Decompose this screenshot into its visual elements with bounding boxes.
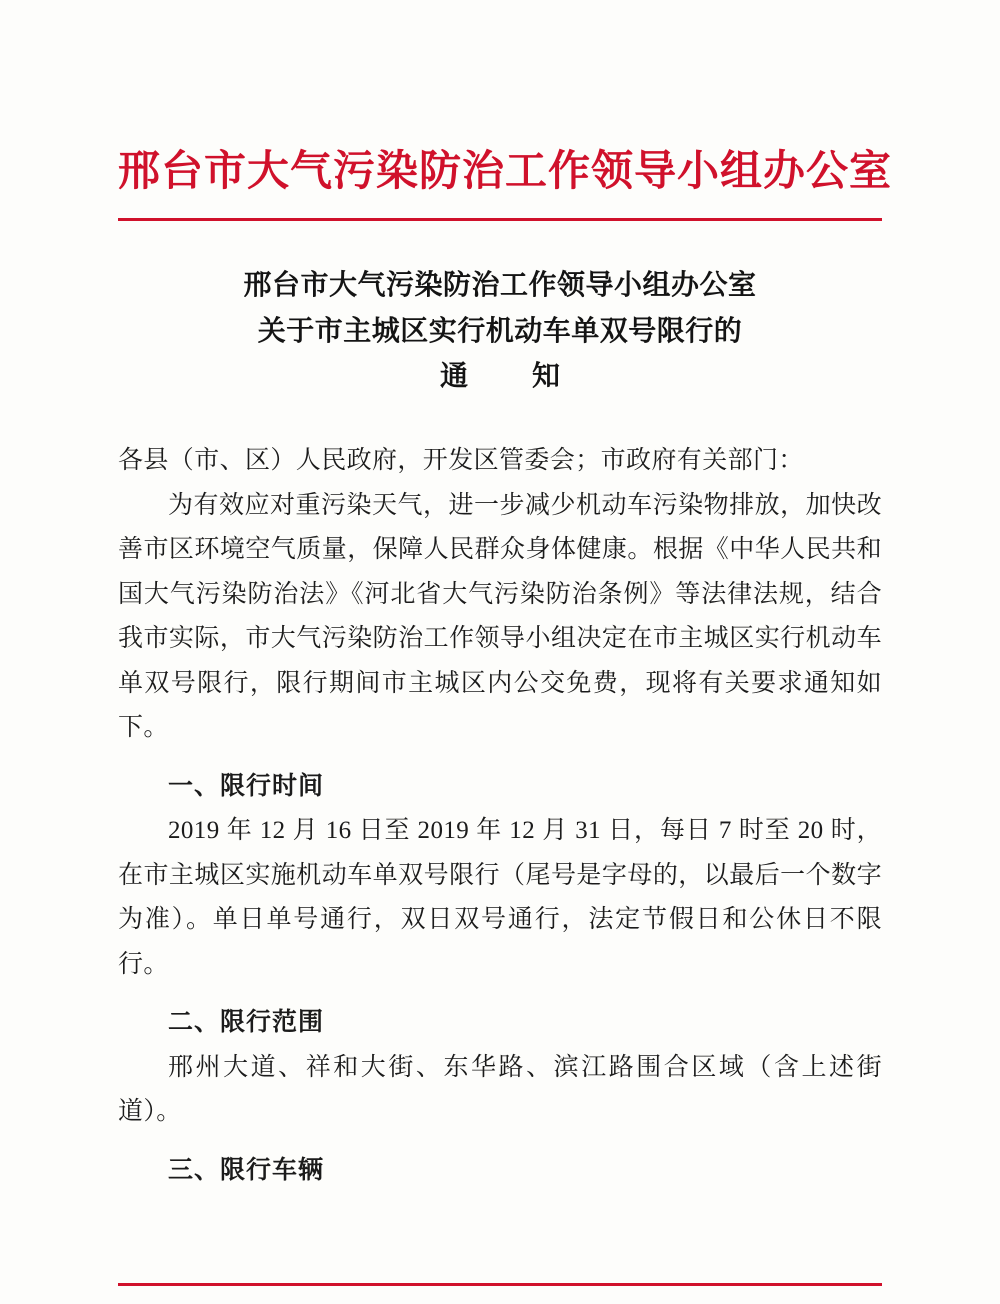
document-title-line-2: 关于市主城区实行机动车单双号限行的: [257, 315, 743, 347]
intro-paragraph: 为有效应对重污染天气，进一步减少机动车污染物排放，加快改善市区环境空气质量，保障人民群众身体健康。根据《中华人民共和国大气污染防治法》《河北省大气污染防治条例》等法律法规，结合我市实际，市大气污染防治工作领导小组决定在市主城区实行机动车单双号限行，限行期间市主城区内公交免费，现将有关要求通知如下。: [118, 491, 882, 742]
document-body: [118, 439, 882, 1193]
masthead-divider: [118, 218, 882, 221]
salutation: 各县（市、区）人民政府，开发区管委会；市政府有关部门：: [118, 447, 804, 475]
document-masthead: [118, 0, 893, 221]
document-title-line-1: 邢台市大气污染防治工作领导小组办公室: [243, 270, 757, 302]
section-body-1: 2019 年 12 月 16 日至 2019 年 12 月 31 日，每日 7 时至 20 时，在市主城区实施机动车单双号限行（尾号是字母的，以最后一个数字为准）。单日单号通行，双日双号通行，法定节假日和公休日不限行。: [118, 817, 882, 978]
section-heading-2: 二、限行范围: [168, 1009, 325, 1037]
footer-divider: [118, 1283, 882, 1286]
section-heading-3: 三、限行车辆: [168, 1156, 325, 1184]
section-body-2: 邢州大道、祥和大街、东华路、滨江路围合区域（含上述街道）。: [118, 1053, 882, 1126]
issuing-organization: 邢台市大气污染防治工作领导小组办公室: [118, 149, 893, 195]
section-heading-1: 一、限行时间: [168, 772, 325, 800]
document-title-line-3: 通 知: [439, 361, 578, 393]
document-title: [118, 263, 882, 399]
